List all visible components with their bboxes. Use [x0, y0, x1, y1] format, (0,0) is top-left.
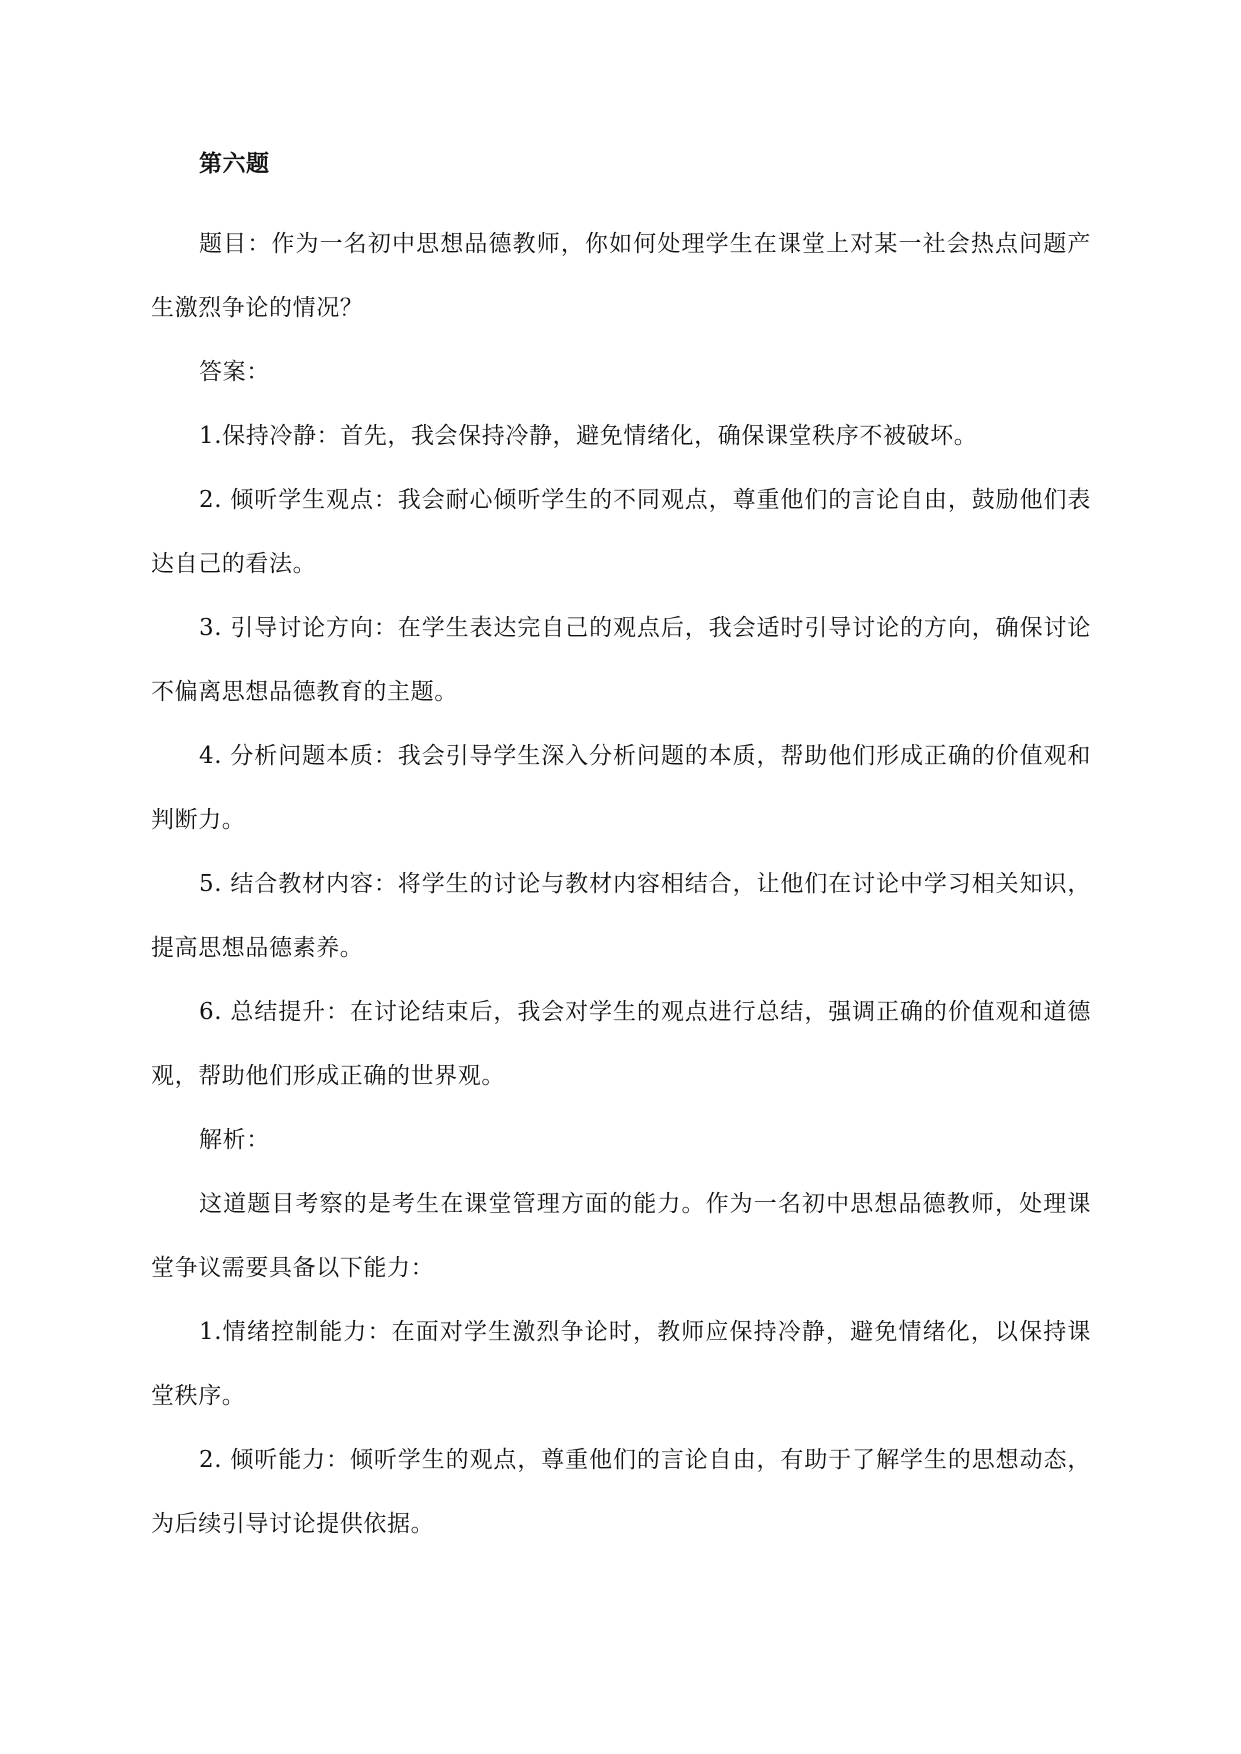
- question-heading: 第六题: [199, 151, 270, 177]
- analysis-label: 解析：: [199, 1127, 270, 1153]
- answer-item-5: 5. 结合教材内容：将学生的讨论与教材内容相结合，让他们在讨论中学习相关知识，提高思想品德素养。: [151, 871, 1091, 961]
- answer-item-1: 1.保持冷静：首先，我会保持冷静，避免情绪化，确保课堂秩序不被破坏。: [199, 423, 978, 449]
- answer-item-2: 2. 倾听学生观点：我会耐心倾听学生的不同观点，尊重他们的言论自由，鼓励他们表达自己的看法。: [151, 487, 1091, 577]
- analysis-item-1: 1.情绪控制能力：在面对学生激烈争论时，教师应保持冷静，避免情绪化，以保持课堂秩序。: [151, 1319, 1091, 1409]
- answer-item-6: 6. 总结提升：在讨论结束后，我会对学生的观点进行总结，强调正确的价值观和道德观，帮助他们形成正确的世界观。: [151, 999, 1091, 1089]
- answer-item-4: 4. 分析问题本质：我会引导学生深入分析问题的本质，帮助他们形成正确的价值观和判断力。: [151, 743, 1091, 833]
- question-text: 题目：作为一名初中思想品德教师，你如何处理学生在课堂上对某一社会热点问题产生激烈争论的情况？: [151, 231, 1091, 321]
- analysis-item-2: 2. 倾听能力：倾听学生的观点，尊重他们的言论自由，有助于了解学生的思想动态，为后续引导讨论提供依据。: [151, 1447, 1091, 1537]
- analysis-intro: 这道题目考察的是考生在课堂管理方面的能力。作为一名初中思想品德教师，处理课堂争议需要具备以下能力：: [151, 1191, 1091, 1281]
- document-body: [151, 148, 1091, 1556]
- answer-label: 答案：: [199, 359, 270, 385]
- answer-item-3: 3. 引导讨论方向：在学生表达完自己的观点后，我会适时引导讨论的方向，确保讨论不偏离思想品德教育的主题。: [151, 615, 1091, 705]
